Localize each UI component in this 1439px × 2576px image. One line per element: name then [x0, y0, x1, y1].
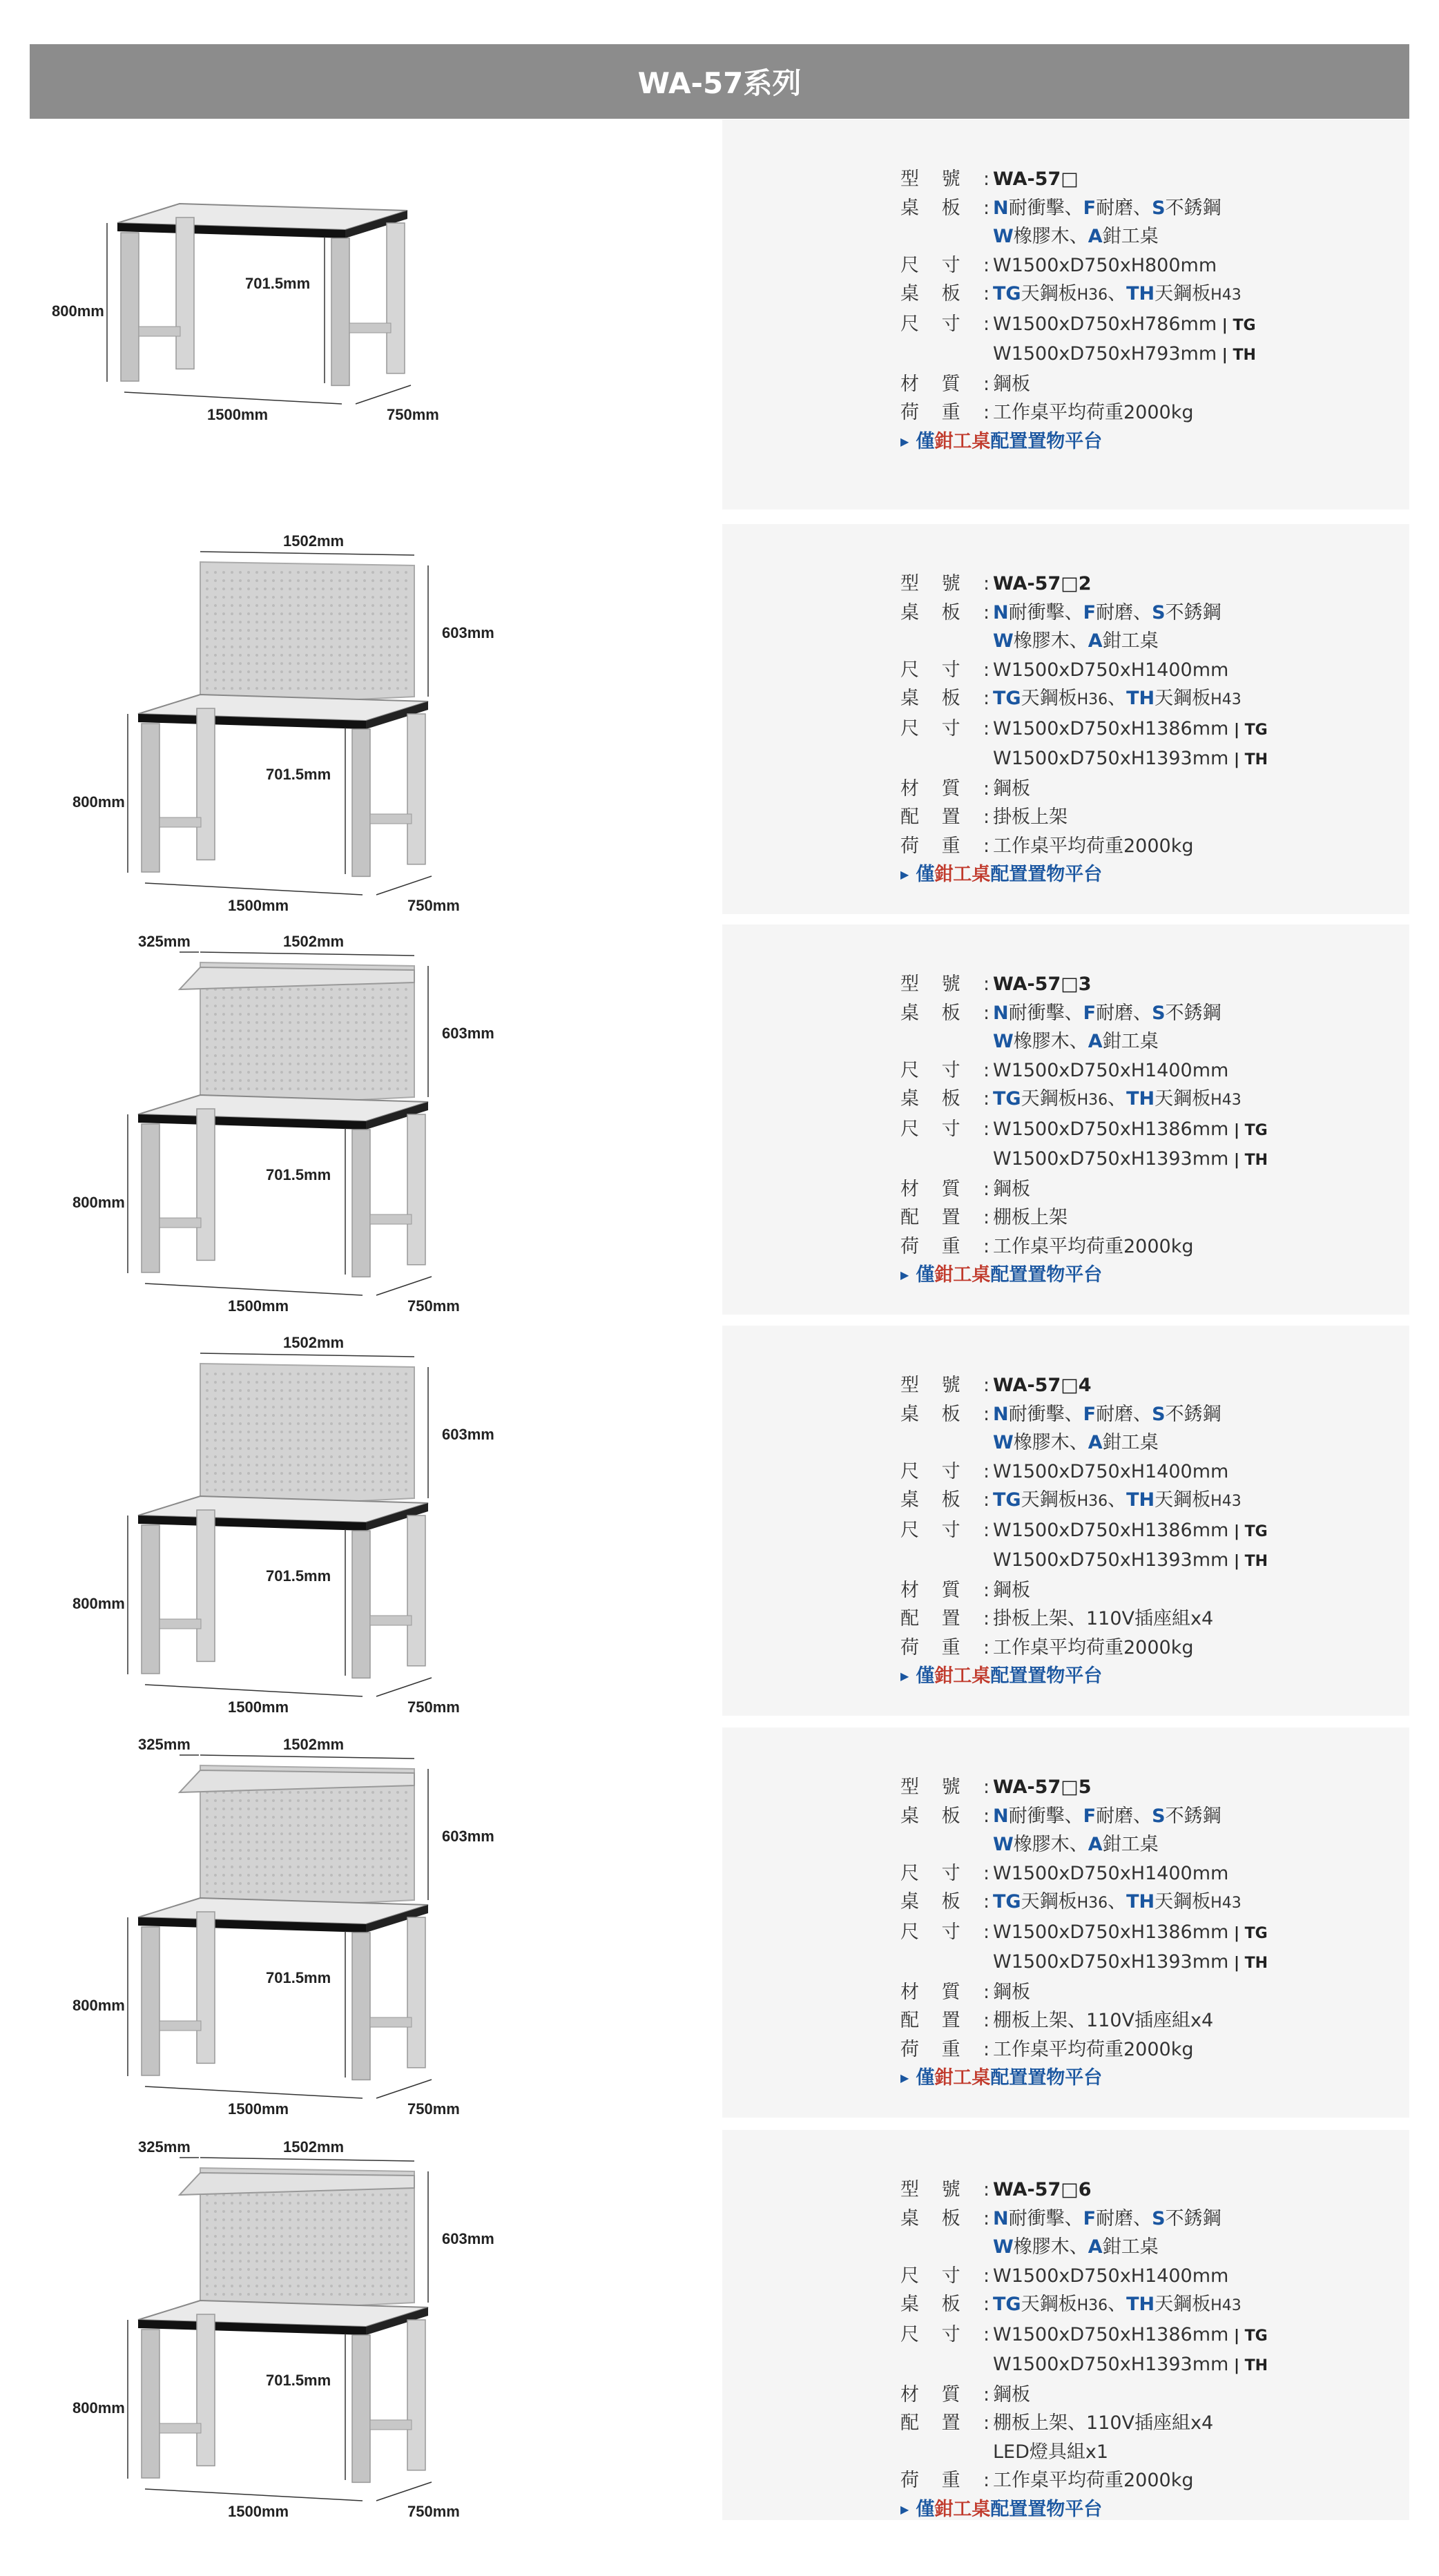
- spec-board-cont: W橡膠木、A鉗工桌: [993, 1031, 1159, 1052]
- spec-list: [900, 570, 1268, 889]
- triangle-right-icon: ▶: [900, 2071, 909, 2084]
- crossbar: [160, 1218, 201, 1228]
- dim-shelf-label: 325mm: [138, 933, 191, 950]
- spec-size-th: W1500xD750xH793mm | TH: [993, 343, 1256, 365]
- spec-list: [900, 1371, 1268, 1691]
- spec-list: [900, 165, 1256, 456]
- spec-board: 桌 板 : N耐衝擊、F耐磨、S不銹鋼: [900, 1805, 1221, 1827]
- spec-board: 桌 板 : N耐衝擊、F耐磨、S不銹鋼: [900, 197, 1221, 219]
- spec-size-th: W1500xD750xH1393mm | TH: [993, 2354, 1268, 2375]
- dim-board-height-label: 603mm: [442, 1426, 494, 1443]
- leg: [407, 714, 425, 864]
- spec-size-tg: 尺 寸 : W1500xD750xH786mm | TG: [900, 313, 1256, 335]
- workbench-svg: [73, 1727, 649, 2118]
- spec-load: 荷 重 : 工作桌平均荷重2000kg: [900, 2038, 1194, 2060]
- dim-depth-label: 750mm: [407, 2100, 460, 2118]
- workbench-svg: [73, 2130, 649, 2520]
- spec-model: 型 號 : WA-57□2: [900, 573, 1092, 594]
- spec-config-cont: LED燈具組x1: [993, 2441, 1109, 2463]
- spec-panel: [722, 2130, 1409, 2520]
- leg: [197, 1109, 215, 1260]
- spec-config: 配 置 : 掛板上架: [900, 806, 1068, 828]
- workbench-diagram: [73, 524, 649, 914]
- spec-list: [900, 2176, 1268, 2524]
- dim-width-label: 1500mm: [228, 897, 289, 914]
- crossbar: [370, 1616, 412, 1625]
- spec-model: 型 號 : WA-57□5: [900, 1776, 1092, 1798]
- spec-board: 桌 板 : N耐衝擊、F耐磨、S不銹鋼: [900, 1403, 1221, 1425]
- triangle-right-icon: ▶: [900, 2502, 909, 2516]
- workbench-svg: [73, 524, 649, 914]
- dim-shelf-label: 325mm: [138, 1736, 191, 1753]
- spec-board-steel: 桌 板 : TG天鋼板H36、TH天鋼板H43: [900, 1489, 1242, 1511]
- dim-height-label: 800mm: [52, 302, 104, 320]
- spec-model: 型 號 : WA-57□6: [900, 2179, 1092, 2200]
- platform-link[interactable]: ▶ 僅 鉗工桌 配置 置物平台: [900, 1261, 1268, 1290]
- triangle-right-icon: ▶: [900, 1669, 909, 1683]
- triangle-right-icon: ▶: [900, 1268, 909, 1281]
- spec-list: [900, 1773, 1268, 2093]
- spec-panel: [722, 119, 1409, 510]
- crossbar: [349, 323, 391, 333]
- spec-panel: [722, 924, 1409, 1315]
- spec-board: 桌 板 : N耐衝擊、F耐磨、S不銹鋼: [900, 2207, 1221, 2229]
- dim-inner-label: 701.5mm: [266, 2372, 331, 2389]
- series-header: [30, 44, 1409, 119]
- product-row: [0, 2130, 1439, 2520]
- crossbar: [370, 1214, 412, 1224]
- leg: [197, 1912, 215, 2063]
- spec-load: 荷 重 : 工作桌平均荷重2000kg: [900, 835, 1194, 857]
- platform-link[interactable]: ▶ 僅 鉗工桌 配置 置物平台: [900, 1662, 1268, 1691]
- spec-size: 尺 寸 : W1500xD750xH1400mm: [900, 659, 1229, 681]
- dim-top-width-label: 1502mm: [283, 532, 345, 550]
- product-row: [0, 119, 1439, 510]
- spec-size: 尺 寸 : W1500xD750xH800mm: [900, 254, 1217, 276]
- dim-height-label: 800mm: [73, 2399, 125, 2417]
- dim-width-label: 1500mm: [228, 2100, 289, 2118]
- dim-top-width-label: 1502mm: [283, 933, 345, 950]
- spec-size-tg: 尺 寸 : W1500xD750xH1386mm | TG: [900, 2323, 1268, 2345]
- series-title: WA-57系列: [637, 66, 802, 100]
- dim-inner-label: 701.5mm: [266, 1969, 331, 1986]
- leg: [352, 2335, 370, 2482]
- spec-config: 配 置 : 棚板上架、110V插座組x4: [900, 2412, 1214, 2434]
- spec-board-cont: W橡膠木、A鉗工桌: [993, 1834, 1159, 1855]
- crossbar: [370, 2420, 412, 2430]
- spec-board-steel: 桌 板 : TG天鋼板H36、TH天鋼板H43: [900, 1891, 1242, 1912]
- spec-size-tg: 尺 寸 : W1500xD750xH1386mm | TG: [900, 717, 1268, 739]
- spec-board-steel: 桌 板 : TG天鋼板H36、TH天鋼板H43: [900, 688, 1242, 709]
- workbench-svg: [73, 1326, 649, 1716]
- spec-list: [900, 970, 1268, 1290]
- dim-board-height-label: 603mm: [442, 1828, 494, 1845]
- spec-board-cont: W橡膠木、A鉗工桌: [993, 226, 1159, 247]
- spec-size: 尺 寸 : W1500xD750xH1400mm: [900, 1059, 1229, 1081]
- platform-link[interactable]: ▶ 僅 鉗工桌 配置 置物平台: [900, 2495, 1268, 2524]
- pegboard: [200, 1364, 414, 1509]
- spec-panel: [722, 1727, 1409, 2118]
- dim-top-width-label: 1502mm: [283, 2138, 345, 2156]
- spec-size-th: W1500xD750xH1393mm | TH: [993, 1148, 1268, 1170]
- platform-link[interactable]: ▶ 僅 鉗工桌 配置 置物平台: [900, 2064, 1268, 2093]
- spec-panel: [722, 524, 1409, 914]
- leg: [142, 1124, 160, 1272]
- dim-height-label: 800mm: [73, 1595, 125, 1612]
- dim-top-width-label: 1502mm: [283, 1736, 345, 1753]
- dim-width-label: 1500mm: [228, 2503, 289, 2520]
- dim-inner-label: 701.5mm: [266, 1166, 331, 1183]
- spec-size-th: W1500xD750xH1393mm | TH: [993, 1951, 1268, 1973]
- dim-depth-label: 750mm: [407, 1297, 460, 1315]
- triangle-right-icon: ▶: [900, 868, 909, 881]
- leg: [352, 1130, 370, 1277]
- triangle-right-icon: ▶: [900, 434, 909, 448]
- workbench-svg: [73, 924, 649, 1315]
- leg: [352, 1933, 370, 2080]
- spec-size-th: W1500xD750xH1393mm | TH: [993, 748, 1268, 769]
- dimension-lines: [107, 223, 411, 404]
- spec-board-steel: 桌 板 : TG天鋼板H36、TH天鋼板H43: [900, 1088, 1242, 1110]
- spec-board-steel: 桌 板 : TG天鋼板H36、TH天鋼板H43: [900, 283, 1242, 304]
- crossbar: [160, 2423, 201, 2433]
- workbench-diagram: [73, 924, 649, 1315]
- dim-width-label: 1500mm: [228, 1297, 289, 1315]
- crossbar: [370, 814, 412, 824]
- dim-height-label: 800mm: [73, 1997, 125, 2014]
- leg: [331, 238, 349, 385]
- crossbar: [160, 817, 201, 827]
- crossbar: [160, 2021, 201, 2031]
- workbench-diagram: [52, 119, 649, 510]
- dim-height-label: 800mm: [73, 1194, 125, 1211]
- pegboard: [200, 562, 414, 707]
- spec-size-tg: 尺 寸 : W1500xD750xH1386mm | TG: [900, 1921, 1268, 1943]
- spec-model: 型 號 : WA-57□3: [900, 974, 1092, 995]
- spec-board-cont: W橡膠木、A鉗工桌: [993, 1432, 1159, 1453]
- spec-board-cont: W橡膠木、A鉗工桌: [993, 2236, 1159, 2258]
- dim-inner-label: 701.5mm: [266, 1567, 331, 1585]
- leg: [142, 2330, 160, 2478]
- platform-link[interactable]: ▶ 僅 鉗工桌 配置 置物平台: [900, 860, 1268, 889]
- spec-board: 桌 板 : N耐衝擊、F耐磨、S不銹鋼: [900, 601, 1221, 623]
- dim-inner-label: 701.5mm: [266, 766, 331, 783]
- product-row: [0, 1326, 1439, 1716]
- dim-board-height-label: 603mm: [442, 624, 494, 641]
- spec-panel: [722, 1326, 1409, 1716]
- leg: [352, 729, 370, 876]
- crossbar: [160, 1619, 201, 1629]
- spec-size-tg: 尺 寸 : W1500xD750xH1386mm | TG: [900, 1519, 1268, 1541]
- dim-depth-label: 750mm: [387, 406, 439, 423]
- spec-model: 型 號 : WA-57□: [900, 168, 1079, 190]
- spec-size: 尺 寸 : W1500xD750xH1400mm: [900, 1460, 1229, 1482]
- product-row: [0, 524, 1439, 914]
- spec-material: 材 質 : 鋼板: [900, 1178, 1030, 1200]
- leg: [142, 1525, 160, 1674]
- dim-width-label: 1500mm: [207, 406, 269, 423]
- spec-material: 材 質 : 鋼板: [900, 2383, 1030, 2405]
- leg: [407, 1114, 425, 1265]
- product-row: [0, 1727, 1439, 2118]
- workbench-svg: [52, 119, 649, 510]
- spec-board-cont: W橡膠木、A鉗工桌: [993, 630, 1159, 652]
- spec-config: 配 置 : 棚板上架、110V插座組x4: [900, 2010, 1214, 2031]
- leg: [142, 724, 160, 872]
- spec-material: 材 質 : 鋼板: [900, 1981, 1030, 2003]
- leg: [352, 1531, 370, 1678]
- spec-load: 荷 重 : 工作桌平均荷重2000kg: [900, 1235, 1194, 1257]
- leg: [197, 708, 215, 860]
- spec-load: 荷 重 : 工作桌平均荷重2000kg: [900, 1636, 1194, 1658]
- spec-board: 桌 板 : N耐衝擊、F耐磨、S不銹鋼: [900, 1002, 1221, 1024]
- dim-board-height-label: 603mm: [442, 1025, 494, 1042]
- spec-load: 荷 重 : 工作桌平均荷重2000kg: [900, 2470, 1194, 2491]
- spec-size-th: W1500xD750xH1393mm | TH: [993, 1549, 1268, 1571]
- spec-size: 尺 寸 : W1500xD750xH1400mm: [900, 2265, 1229, 2287]
- spec-config: 配 置 : 掛板上架、110V插座組x4: [900, 1608, 1214, 1629]
- dim-height-label: 800mm: [73, 793, 125, 811]
- workbench-diagram: [73, 1326, 649, 1716]
- product-row: [0, 924, 1439, 1315]
- leg: [387, 223, 405, 374]
- spec-material: 材 質 : 鋼板: [900, 373, 1030, 395]
- platform-link[interactable]: ▶ 僅 鉗工桌 配置 置物平台: [900, 427, 1256, 456]
- dim-depth-label: 750mm: [407, 2503, 460, 2520]
- leg: [121, 233, 139, 381]
- crossbar: [370, 2017, 412, 2027]
- leg: [176, 217, 194, 369]
- spec-size: 尺 寸 : W1500xD750xH1400mm: [900, 1862, 1229, 1884]
- dim-width-label: 1500mm: [228, 1698, 289, 1716]
- spec-load: 荷 重 : 工作桌平均荷重2000kg: [900, 402, 1194, 423]
- dim-top-width-label: 1502mm: [283, 1334, 345, 1351]
- leg: [197, 2314, 215, 2466]
- spec-size-tg: 尺 寸 : W1500xD750xH1386mm | TG: [900, 1118, 1268, 1140]
- leg: [407, 2320, 425, 2470]
- leg: [142, 1927, 160, 2075]
- crossbar: [139, 327, 180, 336]
- workbench-diagram: [73, 1727, 649, 2118]
- spec-config: 配 置 : 棚板上架: [900, 1207, 1068, 1228]
- spec-material: 材 質 : 鋼板: [900, 1579, 1030, 1601]
- leg: [407, 1515, 425, 1666]
- spec-model: 型 號 : WA-57□4: [900, 1375, 1092, 1396]
- spec-material: 材 質 : 鋼板: [900, 777, 1030, 800]
- dim-inner-label: 701.5mm: [245, 275, 311, 292]
- leg: [197, 1510, 215, 1661]
- spec-board-steel: 桌 板 : TG天鋼板H36、TH天鋼板H43: [900, 2294, 1242, 2315]
- dim-depth-label: 750mm: [407, 897, 460, 914]
- dim-board-height-label: 603mm: [442, 2230, 494, 2247]
- workbench-diagram: [73, 2130, 649, 2520]
- dim-depth-label: 750mm: [407, 1698, 460, 1716]
- dim-shelf-label: 325mm: [138, 2138, 191, 2156]
- leg: [407, 1917, 425, 2068]
